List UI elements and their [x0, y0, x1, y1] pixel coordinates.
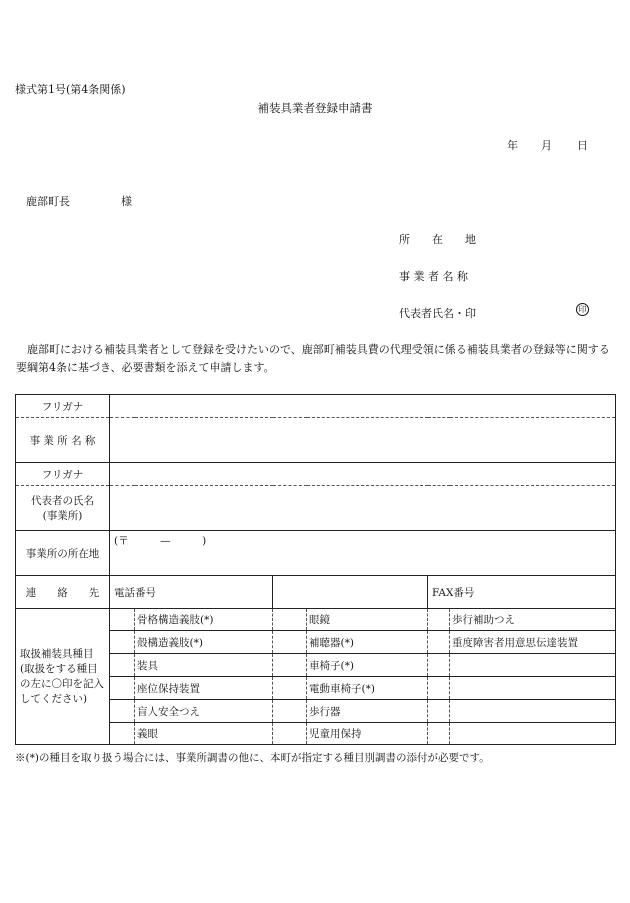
item-check[interactable]: [428, 677, 450, 700]
furigana-label: フリガナ: [16, 395, 110, 418]
item-label: 盲人安全つえ: [135, 700, 273, 723]
item-label: 電動車椅子(*): [307, 677, 428, 700]
item-label: 殻構造義肢(*): [135, 631, 273, 654]
item-check[interactable]: [110, 723, 135, 745]
item-check[interactable]: [110, 677, 135, 700]
item-label: [450, 700, 616, 723]
item-check[interactable]: [273, 609, 307, 631]
item-label: [450, 723, 616, 745]
phone-field[interactable]: [273, 576, 428, 609]
office-name-field[interactable]: [110, 418, 616, 463]
item-check[interactable]: [110, 654, 135, 677]
rep-name-sub: (事業所): [42, 510, 83, 522]
item-label: [450, 654, 616, 677]
contact-label: 連 絡 先: [16, 576, 110, 609]
fax-cell[interactable]: [428, 576, 616, 609]
item-label: 歩行器: [307, 700, 428, 723]
items-label: 取扱補装具種目(取扱をする種目の左に〇印を記入してください): [16, 609, 110, 745]
item-check[interactable]: [428, 654, 450, 677]
item-check[interactable]: [110, 631, 135, 654]
item-check[interactable]: [273, 654, 307, 677]
item-label: 児童用保持: [307, 723, 428, 745]
postal-mark: (〒 — ): [114, 535, 207, 547]
item-label: 歩行補助つえ: [450, 609, 616, 631]
item-label: 義眼: [135, 723, 273, 745]
item-check[interactable]: [428, 700, 450, 723]
item-check[interactable]: [428, 723, 450, 745]
office-address-field[interactable]: [110, 531, 616, 576]
application-statement: 鹿部町における補装具業者として登録を受けたいので、鹿部町補装具費の代理受領に係る補装具業者の登録等に関する要綱第4条に基づき、必要書類を添えて申請します。: [16, 343, 610, 374]
addressee: 鹿部町長: [26, 195, 70, 208]
rep-name-cell: [16, 486, 110, 531]
date-month-label: 月: [541, 139, 552, 152]
item-label: 骨格構造義肢(*): [135, 609, 273, 631]
addressee-honorific: 様: [121, 195, 132, 208]
item-check[interactable]: [273, 723, 307, 745]
item-label: [450, 677, 616, 700]
office-address-label: 事業所の所在地: [16, 531, 110, 576]
item-check[interactable]: [273, 677, 307, 700]
rep-name-field[interactable]: [110, 486, 616, 531]
representative-label: 代表者氏名・印: [399, 307, 476, 320]
item-check[interactable]: [428, 609, 450, 631]
item-check[interactable]: [110, 700, 135, 723]
fax-label: FAX番号: [432, 586, 475, 599]
item-label: 重度障害者用意思伝達装置: [450, 631, 616, 654]
seal-mark-icon: 印: [576, 303, 589, 316]
page-title: 補装具業者登録申請書: [257, 101, 373, 115]
business-name-label: 事 業 者 名 称: [399, 270, 468, 283]
item-label: 車椅子(*): [307, 654, 428, 677]
furigana-label-2: フリガナ: [16, 463, 110, 486]
phone-label: 電話番号: [114, 586, 156, 599]
item-check[interactable]: [273, 700, 307, 723]
application-table: [15, 394, 616, 745]
item-label: 眼鏡: [307, 609, 428, 631]
item-check[interactable]: [428, 631, 450, 654]
date-year-label: 年: [507, 139, 518, 152]
item-label: 装具: [135, 654, 273, 677]
form-number: 様式第1号(第4条関係): [15, 83, 126, 96]
rep-name-label: 代表者の氏名: [31, 495, 94, 507]
item-check[interactable]: [273, 631, 307, 654]
item-check[interactable]: [110, 609, 135, 631]
furigana-field-2[interactable]: [110, 463, 616, 486]
location-label: 所 在 地: [399, 233, 476, 246]
phone-cell[interactable]: [110, 576, 273, 609]
item-label: 補聴器(*): [307, 631, 428, 654]
date-day-label: 日: [577, 139, 588, 152]
footnote: ※(*)の種目を取り扱う場合には、事業所調書の他に、本町が指定する種目別調書の添付が必要です。: [15, 752, 490, 764]
office-name-label: 事 業 所 名 称: [16, 418, 110, 463]
furigana-field[interactable]: [110, 395, 616, 418]
item-label: 座位保持装置: [135, 677, 273, 700]
